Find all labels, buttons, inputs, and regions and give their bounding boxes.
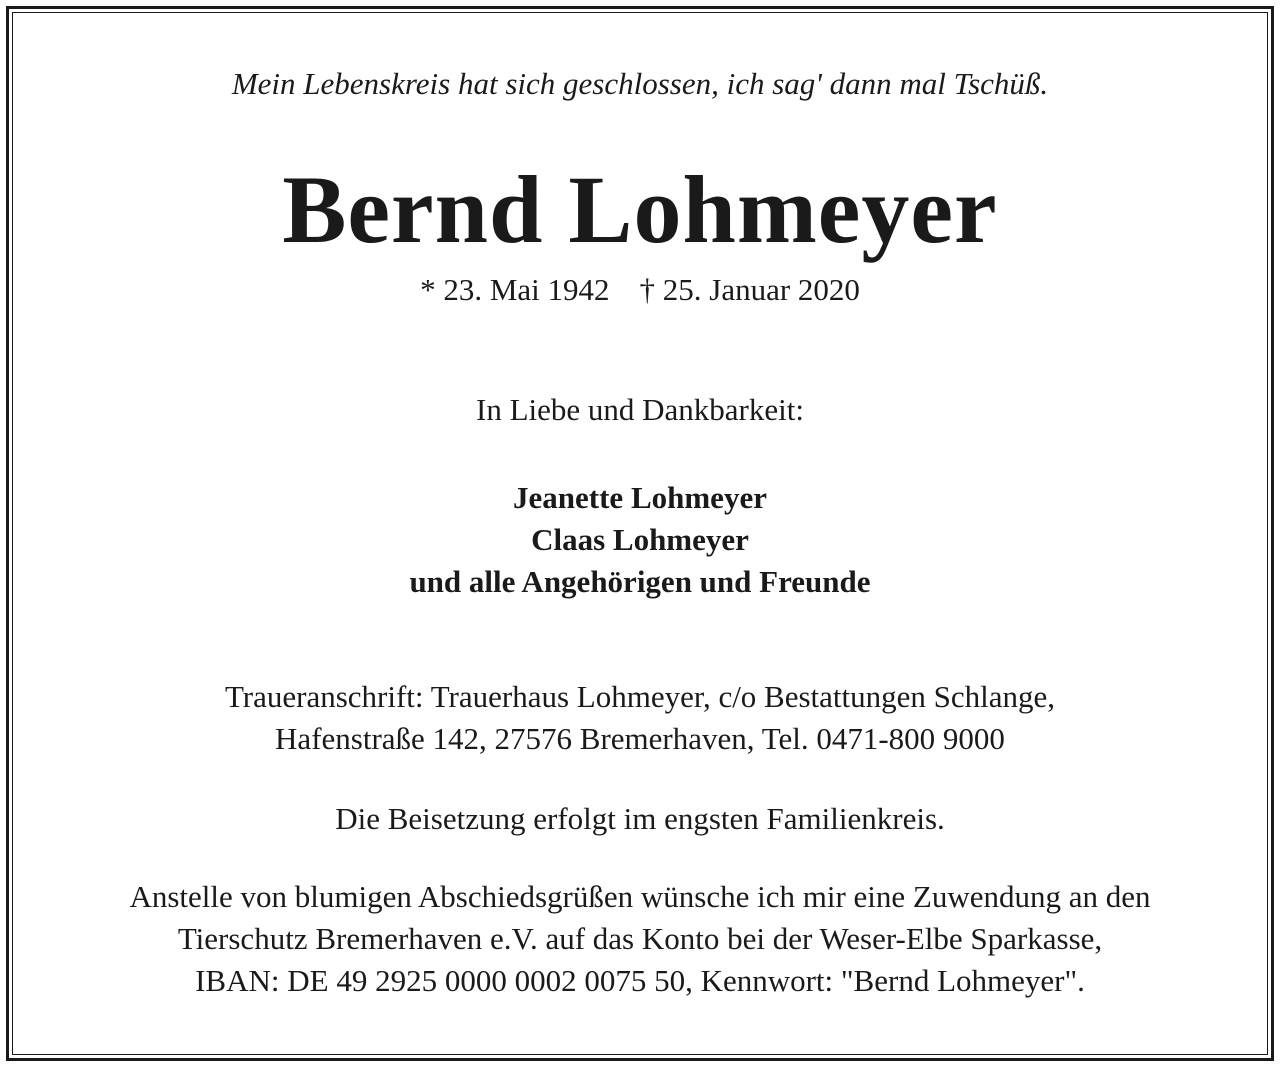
- life-dates: [0, 270, 1280, 310]
- gratitude-line: In Liebe und Dankbarkeit:: [476, 392, 804, 427]
- address-line: Hafenstraße 142, 27576 Bremerhaven, Tel. 0471-800 9000: [275, 721, 1005, 756]
- mourner-name: Claas Lohmeyer: [531, 522, 749, 557]
- donation-line: Anstelle von blumigen Abschiedsgrüßen wünsche ich mir eine Zuwendung an den: [129, 879, 1151, 914]
- mourner-name: Jeanette Lohmeyer: [513, 480, 767, 515]
- mourner-relatives: und alle Angehörigen und Freunde: [409, 564, 871, 599]
- burial-note: Die Beisetzung erfolgt im engsten Familienkreis.: [335, 801, 945, 836]
- donation-line: Tierschutz Bremerhaven e.V. auf das Konto bei der Weser-Elbe Sparkasse,: [177, 921, 1103, 956]
- deceased-name: Bernd Lohmeyer: [282, 156, 998, 263]
- death-date: † 25. Januar 2020: [639, 272, 860, 307]
- donation-line: IBAN: DE 49 2925 0000 0002 0075 50, Kennwort: "Bernd Lohmeyer".: [195, 963, 1085, 998]
- address-line: Traueranschrift: Trauerhaus Lohmeyer, c/o Bestattungen Schlange,: [224, 679, 1056, 714]
- birth-date: * 23. Mai 1942: [420, 272, 610, 307]
- motto: Mein Lebenskreis hat sich geschlossen, ich sag' dann mal Tschüß.: [231, 66, 1049, 101]
